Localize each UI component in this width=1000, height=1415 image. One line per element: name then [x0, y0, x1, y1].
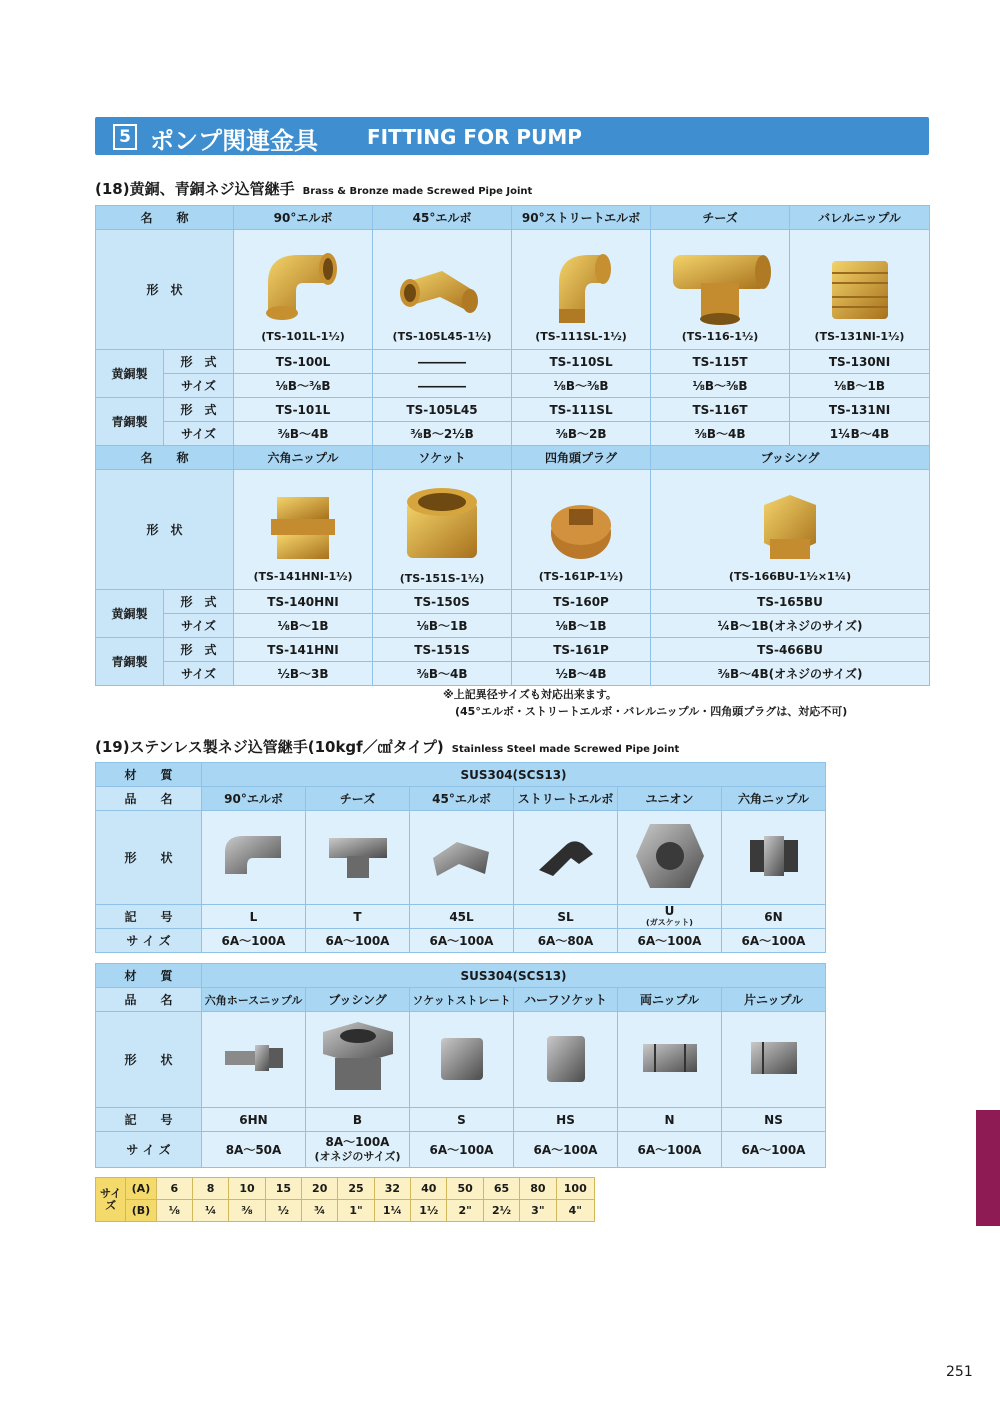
t2-size-5: 6A～100A — [722, 1132, 826, 1168]
sus-elbow-45 — [410, 811, 514, 905]
bottom-brass-type-0: TS-140HNI — [234, 590, 373, 614]
bottom-bronze-size-2: ½B～4B — [512, 662, 651, 686]
bottom-brass-size-1: ⅛B～1B — [373, 614, 512, 638]
size-a-3: 15 — [265, 1178, 301, 1200]
top-bronze-size-1: ⅜B～2½B — [373, 422, 512, 446]
t2-size-3: 6A～100A — [514, 1132, 618, 1168]
t2-size-1 — [306, 1132, 410, 1168]
bottom-brass-size-3: ¼B～1B(オネジのサイズ) — [651, 614, 930, 638]
t1-code-4 — [618, 905, 722, 929]
t2-name-2: ソケットストレート — [410, 988, 514, 1012]
sus-tee — [306, 811, 410, 905]
sus-union — [618, 811, 722, 905]
t1-name-4: ユニオン — [618, 787, 722, 811]
top-brass-type-2: TS-110SL — [512, 350, 651, 374]
t1-code-2: 45L — [410, 905, 514, 929]
sec18-title-en: Brass & Bronze made Screwed Pipe Joint — [302, 186, 533, 197]
sus-hose-nipple-image — [219, 1033, 289, 1083]
size-b-5: 1" — [338, 1200, 374, 1222]
size-b-4: ¾ — [302, 1200, 338, 1222]
label-material: 材 質 — [96, 964, 202, 988]
t2-name-0: 六角ホースニップル — [202, 988, 306, 1012]
label-code: 記 号 — [96, 905, 202, 929]
brass-elbow-45-image — [392, 243, 492, 328]
section-number: 5 — [113, 124, 137, 150]
top-bronze-size-2: ⅜B～2B — [512, 422, 651, 446]
bottom-code-2: (TS-161P-1½) — [538, 569, 624, 583]
bottom-brass-type-2: TS-160P — [512, 590, 651, 614]
t2-size-1-main: 8A～100A — [325, 1135, 390, 1149]
sus-street-elbow-image — [531, 826, 601, 886]
product-45-elbow — [373, 230, 512, 350]
t1-code-5: 6N — [722, 905, 826, 929]
t1-code-4-sub: (ガスケット) — [646, 917, 693, 927]
size-a-4: 20 — [302, 1178, 338, 1200]
label-size: サイズ — [164, 374, 234, 398]
material-2: SUS304(SCS13) — [202, 964, 826, 988]
t2-code-1: B — [306, 1108, 410, 1132]
label-name: 名 称 — [96, 446, 234, 470]
product-square-plug — [512, 470, 651, 590]
bottom-bronze-type-0: TS-141HNI — [234, 638, 373, 662]
label-product-name: 品 名 — [96, 787, 202, 811]
size-conversion-table — [95, 1177, 595, 1222]
top-brass-size-1: ―――― — [373, 374, 512, 398]
t1-name-5: 六角ニップル — [722, 787, 826, 811]
brass-elbow-90-image — [258, 243, 348, 328]
t2-code-5: NS — [722, 1108, 826, 1132]
top-brass-size-3: ⅛B～⅜B — [651, 374, 790, 398]
product-street-elbow — [512, 230, 651, 350]
t1-name-0: 90°エルボ — [202, 787, 306, 811]
label-brass-top: 黄銅製 — [96, 350, 164, 398]
bottom-name-1: ソケット — [373, 446, 512, 470]
size-a-11: 100 — [556, 1178, 594, 1200]
sus-socket-straight — [410, 1012, 514, 1108]
label-size: サイズ — [164, 614, 234, 638]
sus-street-elbow — [514, 811, 618, 905]
t1-size-0: 6A～100A — [202, 929, 306, 953]
brass-street-elbow-image — [541, 243, 621, 328]
size-a-2: 10 — [229, 1178, 265, 1200]
bottom-bronze-size-1: ⅜B～4B — [373, 662, 512, 686]
sus-bushing-image — [313, 1018, 403, 1098]
sus-hose-nipple — [202, 1012, 306, 1108]
label-size: サ イ ズ — [96, 1132, 202, 1168]
product-bushing — [651, 470, 930, 590]
top-bronze-size-4: 1¼B～4B — [790, 422, 930, 446]
label-type: 形 式 — [164, 350, 234, 374]
size-a-6: 32 — [374, 1178, 410, 1200]
section-title-jp: ポンプ関連金具 — [150, 127, 318, 155]
sus-elbow-45-image — [427, 826, 497, 886]
t1-code-3: SL — [514, 905, 618, 929]
size-a-5: 25 — [338, 1178, 374, 1200]
t2-name-1: ブッシング — [306, 988, 410, 1012]
t1-size-2: 6A～100A — [410, 929, 514, 953]
t1-code-0: L — [202, 905, 306, 929]
top-brass-size-4: ⅛B～1B — [790, 374, 930, 398]
t1-size-1: 6A～100A — [306, 929, 410, 953]
t2-name-3: ハーフソケット — [514, 988, 618, 1012]
chapter-tab — [976, 1110, 1000, 1226]
size-a-0: 6 — [156, 1178, 192, 1200]
top-bronze-type-0: TS-101L — [234, 398, 373, 422]
bottom-name-3: ブッシング — [651, 446, 930, 470]
size-b-8: 2" — [447, 1200, 483, 1222]
size-b-1: ¼ — [192, 1200, 228, 1222]
size-b-2: ⅜ — [229, 1200, 265, 1222]
section-banner — [95, 117, 929, 155]
size-a-8: 50 — [447, 1178, 483, 1200]
material-1: SUS304(SCS13) — [202, 763, 826, 787]
label-shape: 形 状 — [96, 470, 234, 590]
top-bronze-size-0: ⅜B～4B — [234, 422, 373, 446]
size-b-6: 1¼ — [374, 1200, 410, 1222]
bottom-name-0: 六角ニップル — [234, 446, 373, 470]
brass-barrel-nipple-image — [820, 243, 900, 328]
sus-double-nipple — [618, 1012, 722, 1108]
label-bronze-bottom: 青銅製 — [96, 638, 164, 686]
product-tee — [651, 230, 790, 350]
size-b-0: ⅛ — [156, 1200, 192, 1222]
t2-size-2: 6A～100A — [410, 1132, 514, 1168]
sus-hex-nipple-image — [744, 826, 804, 886]
t2-code-2: S — [410, 1108, 514, 1132]
label-shape: 形 状 — [96, 230, 234, 350]
size-b-7: 1½ — [411, 1200, 447, 1222]
size-a-10: 80 — [520, 1178, 556, 1200]
label-size: サイズ — [164, 422, 234, 446]
size-a-1: 8 — [192, 1178, 228, 1200]
bronze-square-plug-image — [541, 483, 621, 568]
label-shape: 形 状 — [96, 1012, 202, 1108]
sus-union-image — [630, 816, 710, 896]
bottom-brass-type-3: TS-165BU — [651, 590, 930, 614]
section-title-en: FITTING FOR PUMP — [367, 125, 582, 149]
brass-tee-image — [665, 243, 775, 328]
sus-double-nipple-image — [635, 1028, 705, 1088]
t2-code-3: HS — [514, 1108, 618, 1132]
top-code-0: (TS-101L-1½) — [261, 329, 345, 343]
t1-code-1: T — [306, 905, 410, 929]
top-name-1: 45°エルボ — [373, 206, 512, 230]
top-brass-type-0: TS-100L — [234, 350, 373, 374]
size-b-10: 3" — [520, 1200, 556, 1222]
sus-table-1 — [95, 762, 826, 953]
sec18-title-jp: (18)黄銅、青銅ネジ込管継手 — [95, 180, 295, 198]
label-type: 形 式 — [164, 398, 234, 422]
t2-size-0: 8A～50A — [202, 1132, 306, 1168]
top-bronze-size-3: ⅜B～4B — [651, 422, 790, 446]
top-bronze-type-3: TS-116T — [651, 398, 790, 422]
t1-size-5: 6A～100A — [722, 929, 826, 953]
t1-name-1: チーズ — [306, 787, 410, 811]
top-brass-type-4: TS-130NI — [790, 350, 930, 374]
top-code-4: (TS-131NI-1½) — [814, 329, 905, 343]
label-brass-bottom: 黄銅製 — [96, 590, 164, 638]
top-name-2: 90°ストリートエルボ — [512, 206, 651, 230]
note-1: ※上記異径サイズも対応出来ます。 — [443, 688, 617, 701]
bottom-code-0: (TS-141HNI-1½) — [253, 569, 353, 583]
bottom-bronze-size-3: ⅜B～4B(オネジのサイズ) — [651, 662, 930, 686]
top-brass-type-1: ―――― — [373, 350, 512, 374]
label-product-name: 品 名 — [96, 988, 202, 1012]
row-a-label: (A) — [126, 1178, 156, 1200]
sec18-table — [95, 205, 930, 686]
size-b-11: 4" — [556, 1200, 594, 1222]
brass-hex-nipple-image — [263, 483, 343, 568]
top-brass-size-0: ⅛B～⅜B — [234, 374, 373, 398]
bottom-bronze-type-1: TS-151S — [373, 638, 512, 662]
sus-hex-nipple — [722, 811, 826, 905]
sec19-title-jp: (19)ステンレス製ネジ込管継手(10kgf／㎠タイプ) — [95, 738, 444, 756]
t2-code-4: N — [618, 1108, 722, 1132]
row-b-label: (B) — [126, 1200, 156, 1222]
top-brass-type-3: TS-115T — [651, 350, 790, 374]
label-bronze-top: 青銅製 — [96, 398, 164, 446]
t1-size-4: 6A～100A — [618, 929, 722, 953]
sus-single-nipple — [722, 1012, 826, 1108]
bottom-brass-size-0: ⅛B～1B — [234, 614, 373, 638]
bottom-name-2: 四角頭プラグ — [512, 446, 651, 470]
bottom-brass-size-2: ⅛B～1B — [512, 614, 651, 638]
sus-elbow-90-image — [219, 826, 289, 886]
page-number: 251 — [946, 1364, 973, 1380]
brass-socket-image — [397, 480, 487, 570]
label-name: 名 称 — [96, 206, 234, 230]
top-brass-size-2: ⅛B～⅜B — [512, 374, 651, 398]
t1-name-2: 45°エルボ — [410, 787, 514, 811]
top-name-3: チーズ — [651, 206, 790, 230]
note-2: (45°エルボ・ストリートエルボ・バレルニップル・四角頭プラグは、対応不可) — [455, 705, 848, 718]
sus-bushing — [306, 1012, 410, 1108]
product-barrel-nipple — [790, 230, 930, 350]
size-a-9: 65 — [483, 1178, 519, 1200]
bottom-brass-type-1: TS-150S — [373, 590, 512, 614]
top-code-2: (TS-111SL-1½) — [535, 329, 627, 343]
t2-name-5: 片ニップル — [722, 988, 826, 1012]
product-socket — [373, 470, 512, 590]
t1-size-3: 6A～80A — [514, 929, 618, 953]
t2-size-1-sub: (オネジのサイズ) — [314, 1150, 401, 1163]
top-bronze-type-1: TS-105L45 — [373, 398, 512, 422]
t1-name-3: ストリートエルボ — [514, 787, 618, 811]
label-material: 材 質 — [96, 763, 202, 787]
sus-half-socket-image — [531, 1028, 601, 1088]
bottom-bronze-type-2: TS-161P — [512, 638, 651, 662]
brass-bushing-image — [750, 483, 830, 568]
bottom-bronze-type-3: TS-466BU — [651, 638, 930, 662]
size-a-7: 40 — [411, 1178, 447, 1200]
label-size: サ イ ズ — [96, 929, 202, 953]
size-label: サイズ — [96, 1178, 126, 1222]
t1-code-4-main: U — [664, 904, 675, 918]
bottom-code-3: (TS-166BU-1½×1¼) — [728, 569, 852, 583]
label-code: 記 号 — [96, 1108, 202, 1132]
sus-tee-image — [323, 826, 393, 886]
t2-size-4: 6A～100A — [618, 1132, 722, 1168]
top-bronze-type-2: TS-111SL — [512, 398, 651, 422]
size-b-9: 2½ — [483, 1200, 519, 1222]
bottom-bronze-size-0: ½B～3B — [234, 662, 373, 686]
bottom-code-1: (TS-151S-1½) — [399, 572, 485, 585]
sec19-title-en: Stainless Steel made Screwed Pipe Joint — [451, 744, 680, 755]
sus-table-2 — [95, 963, 826, 1168]
top-name-4: バレルニップル — [790, 206, 930, 230]
sus-socket-straight-image — [427, 1028, 497, 1088]
sec18-title — [95, 178, 532, 199]
sus-single-nipple-image — [739, 1028, 809, 1088]
top-code-1: (TS-105L45-1½) — [392, 329, 492, 343]
label-shape: 形 状 — [96, 811, 202, 905]
sus-half-socket — [514, 1012, 618, 1108]
top-bronze-type-4: TS-131NI — [790, 398, 930, 422]
top-code-3: (TS-116-1½) — [681, 329, 759, 343]
t2-name-4: 両ニップル — [618, 988, 722, 1012]
size-b-3: ½ — [265, 1200, 301, 1222]
t2-code-0: 6HN — [202, 1108, 306, 1132]
label-type: 形 式 — [164, 638, 234, 662]
sec19-title — [95, 736, 679, 757]
product-hex-nipple — [234, 470, 373, 590]
label-size: サイズ — [164, 662, 234, 686]
product-90-elbow — [234, 230, 373, 350]
label-type: 形 式 — [164, 590, 234, 614]
sus-elbow-90 — [202, 811, 306, 905]
top-name-0: 90°エルボ — [234, 206, 373, 230]
